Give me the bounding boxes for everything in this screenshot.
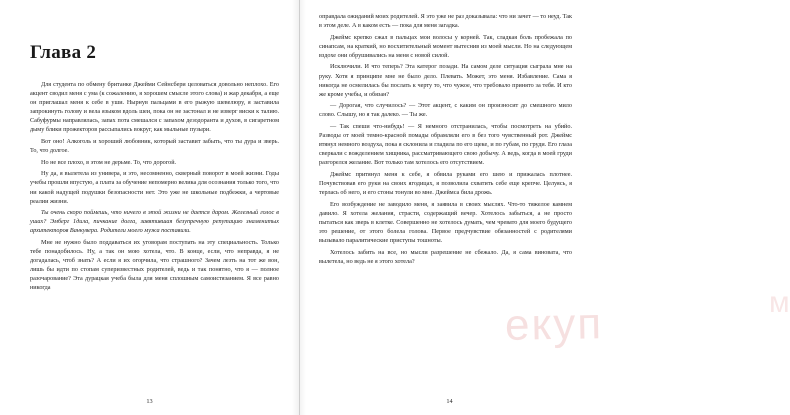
right-page-body — [319, 12, 572, 266]
paragraph: Ну да, я вылетела из универа, и это, несомненно, скверный поворот в моей жизни. Годы учебы прошли впустую, а плата за обучение непомерно велика для осознания только того, что ни какой надущей подушки безопасности нет. Это уже не школьные подбежки, а чертовые реалии жизни. — [30, 170, 279, 205]
left-page — [0, 0, 299, 415]
paragraph-italic: Ты очень скоро поймешь, что ничего в этой жизни не дается даром. Железный голос в ушах? Эмберг 1дила, пичкание долга, завятившая безупречную репутацию знаменитых архитекторов Ванкувера. Родители моего мужа поставили. — [30, 209, 279, 235]
paragraph: — Дорогая, что случилось? — Этот акцент, с каким он произносит до смешного мило слово. Слышу, но я так далеко. — Ты же. — [319, 102, 572, 119]
paragraph: Хотелось забить на все, но мысли разрешение не сбежало. Да, я сама виновата, что вылетела, но ведь не я этого хотела? — [319, 248, 572, 265]
paragraph: Его возбуждение не заводило меня, я заявила в своих мыслях. Что-то тяжелое камнем давило. Я хотела желания, страсти, содержащий вечер. Хотелось забыться, а не просто пытаться как зверь в клетке. Совершенно не хотелось думать, чем чревато для моего будущего это решение, от этого болела голова. Первое предчувствие обязанностей с родителями вызывало паралитические приступы тошноты. — [319, 200, 572, 245]
page-title: Глава 2 — [30, 42, 97, 63]
watermark-primary: екуп — [504, 299, 604, 350]
page-divider — [299, 0, 300, 415]
paragraph: Исключили. И что теперь? Эта катерог позади. На самом деле ситуация сыграла мне на руку. Хотя я принципе мне не было дело. Плевать. Может, это меня. Избавление. Сама я никогда не осмелилась бы послать к черту то, что чужое, что требовало принято за тебя. И кто же кроме учебы, и обязан? — [319, 63, 572, 98]
paragraph: Для студента по обмену британке Джейми Сейнсбери целоваться довольно неплохо. Его акцент сводил меня с ума (к сожалению, я хорошем смысле этого слова) и жар декабря, а еще он приглашал меня к себе в уши. Нырнув пальцами в его рыжую шевелюру, я заставила запрокинуть голову и вела языком вдоль шеи, пока он не застонал и не изверг виски к талию. Сабуфурмы направлялась, запах пота смешался с запахом дезодоранта и духов, в сигаретном дыму блики прожекторов рассыпались вокруг, как мыльные пузыри. — [30, 81, 279, 134]
paragraph: Джеймс притянул меня к себе, я обвила руками его шею и прижалась плотнее. Почувствовав его руки на своих ягодицах, я позволила схватить себе еще крепче. Целуясь, я терлась об него, и его стоны тонули во мне. Джеймса била дрожь. — [319, 171, 572, 197]
right-page — [299, 0, 790, 415]
paragraph: Джеймс крепко сжал в пальцах мои волосы у корней. Так, сладкая боль пробежала по синапсам, на краткий, но восхитительный момент вытеснив из моей мысли. Но на следующем вздохе они обрушивались на меня с новой силой. — [319, 33, 572, 59]
paragraph: Но не все плохо, в этом не дерьме. То, что дорогой. — [41, 158, 177, 166]
paragraph: Мне не нужно было поддаваться их уговорам поступать на эту специальность. Только тебе понадобилось. Ну, а так он мою хотела, что. В конце, если, что неправда, я не догадалась, чтоб знать? А если я их огорчила, что страшного? Зачем лезть на тот же вон, лишь бы идти по стопам суперизвестных родителей, ведь и так понятно, что я — полное разочарование? Эта дурацкая учеба была для меня сплошным самоистязанием. Я все равно никогда — [30, 239, 279, 292]
watermark-secondary: м — [769, 286, 790, 319]
paragraph: Вот оно! Алкоголь и хороший любовник, который заставит забыть, что ты дура и зверь. То, что долгое. — [30, 138, 279, 155]
paragraph: оправдала ожиданий моих родителей. Я это уже не раз доказывала: что ни зачет — то неуд. Так в этом деле. А в каком есть — пока для меня загадка. — [319, 13, 572, 30]
page-number-right: 14 — [446, 398, 453, 405]
left-page-body — [30, 80, 279, 293]
paragraph: — Так спеши что-нибудь! — Я немного отстранилась, чтобы посмотреть на убийо. Разводы от моей темно-красной помады обрамляли его в без того чувственный рот. Джеймс втянул немного воздуха, пока я склонила и гладила по его щеке, и по губам, по груди. Его глаза сверкали с вожделением хищника, рассматривающего свою добычу. А ведь, когда в моей груди разгорелся желание. Вот только там хотелось его отсутствием. — [319, 123, 572, 167]
page-number-left: 13 — [146, 398, 153, 405]
